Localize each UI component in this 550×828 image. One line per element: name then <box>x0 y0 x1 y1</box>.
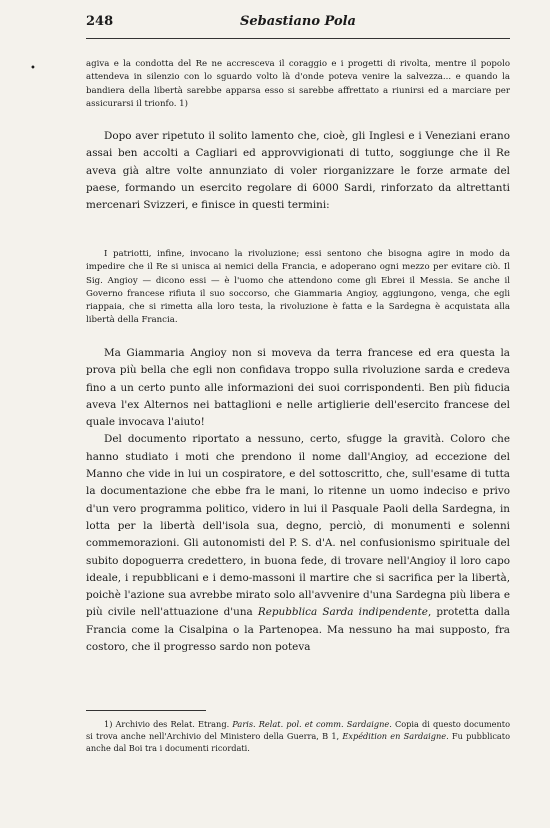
paragraph-quote: I patriotti, infine, invocano la rivoluzione; essi sentono che bisogna agire in modo da impedire che il Re si unisca ai nemici della Francia, e adoperano ogni mezzo per evitare ciò. Il Sig. Angioy — dicono essi — è l'uomo che attendono come gli Ebrei il Messia. Se anche il Governo francese rifiuta il suo soccorso, che Giammaria Angioy, aggiungono, venga, che egli riappaia, che si rimetta alla loro testa, la rivoluzione è fatta e la Sardegna è acquistata alla libertà della Francia. <box>86 249 510 326</box>
text-run: Del documento riportato a nessuno, certo, sfugge la gravità. Coloro che hanno studiato i moti che prendono il nome dall'Angioy, ad eccezione del Manno che vide in lui un cospiratore, e del sottoscritto, che, sull'esame di tutta la documentazione che ebbe fra le mani, lo ritenne un uomo indeciso e privo d'un vero programma politico, videro in lui il Pasquale Paoli della Sardegna, in lotta per la libertà dell'isola sua, degno, perciò, di monumenti e solenni commemorazioni. Gli autonomisti del P. S. d'A. nel confusionismo spirituale del subito dopoguerra credettero, in buona fede, di trovare nell'Angioy il loro capo ideale, i repubblicani e i demo-massoni il martire che si sacrifica per la libertà, poichè l'azione sua avrebbe mirato solo all'avvenire d'una Sardegna più libera e più civile nell'attuazione d'una <box>86 433 510 619</box>
italic-run: Repubblica Sarda indipendente <box>257 606 428 619</box>
italic-run: Expédition en Sardaigne <box>342 731 447 742</box>
block-quote <box>86 248 510 328</box>
margin-mark: • <box>30 63 36 74</box>
text-run: . Copia di questo documento si trova anche nell'Archivio del Ministero della Guerra, B 1, <box>86 719 511 742</box>
main-text <box>86 345 510 656</box>
footnote <box>86 718 510 755</box>
header-rule <box>86 38 510 39</box>
page-number: 248 <box>86 14 114 29</box>
text-run: 1) Archivio des Relat. Etrang. <box>104 719 233 729</box>
text-run: , protetta dalla Francia come la Cisalpina o la Partenopea. Ma nessuno ha mai supposto, fra costoro, che il progresso sardo non poteva <box>86 606 511 654</box>
text-run: . Fu pubblicato anche dal Boi tra i documenti ricordati. <box>86 731 511 754</box>
footnote-text <box>86 718 510 755</box>
footnote-rule <box>86 710 206 711</box>
paragraph-angioy: Ma Giammaria Angioy non si moveva da terra francese ed era questa la prova più bella che egli non confidava troppo sulla rivoluzione sarda e credeva fino a un certo punto alle informazioni dei suoi corrispondenti. Ben più fiducia aveva l'ex Alternos nei battaglioni e nelle artiglierie dell'esercito francese del quale invocava l'aiuto! <box>86 347 510 429</box>
quote-continuation <box>86 58 510 111</box>
paragraph-quote-end: agiva e la condotta del Re ne accresceva il coraggio e i progetti di rivolta, mentre il popolo attendeva in silenzio con lo sguardo volto là d'onde poteva venire la salvezza... e quando la bandiera della libertà sarebbe apparsa esso si sarebbe affrettato a riunirsi ed a marciare per assicurarsi il trionfo. 1) <box>86 59 510 109</box>
main-paragraph-1 <box>86 128 510 214</box>
page-header <box>86 14 510 34</box>
italic-run: Paris. Relat. pol. et comm. Sardaigne <box>232 719 390 729</box>
paragraph-documento <box>86 431 510 656</box>
paragraph-intro: Dopo aver ripetuto il solito lamento che, cioè, gli Inglesi e i Veneziani erano assai ben accolti a Cagliari ed approvvigionati di tutto, soggiunge che il Re aveva già altre volte annunziato di voler riorganizzare le forze armate del paese, formando un esercito regolare di 6000 Sardi, rinforzato da altrettanti mercenari Svizzeri, e finisce in questi termini: <box>86 130 510 212</box>
running-title: Sebastiano Pola <box>240 14 356 29</box>
